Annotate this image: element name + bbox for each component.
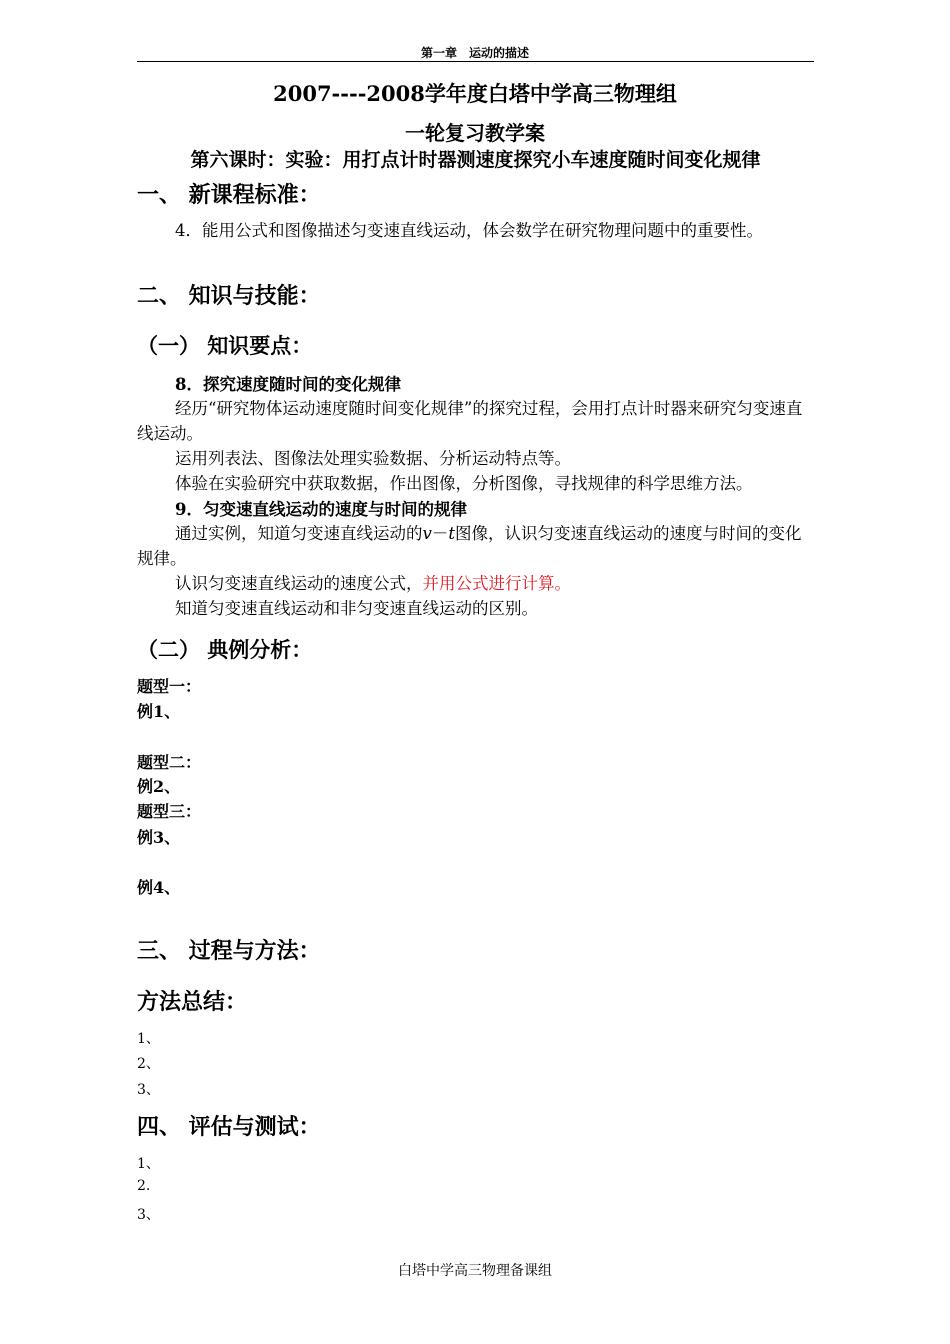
- velocity-symbol: v: [422, 524, 432, 543]
- item-9-title: 9．匀变速直线运动的速度与时间的规律: [175, 500, 467, 519]
- section-heading-assessment: 四、 评估与测试：: [137, 1114, 321, 1140]
- question-type-1: 题型一：: [137, 677, 202, 696]
- item-9-p1-start: 通过实例，知道匀变速直线运动的: [175, 524, 423, 543]
- document-subtitle: 一轮复习教学案: [405, 121, 545, 145]
- assessment-item-3: 3、: [137, 1207, 160, 1223]
- item-9-p2-start: 认识匀变速直线运动的速度公式，: [175, 574, 423, 593]
- example-1: 例1、: [137, 702, 181, 721]
- item-9-paragraph-2: [137, 571, 814, 596]
- subsection-heading-examples: （二） 典例分析：: [137, 637, 313, 662]
- summary-item-2: 2、: [137, 1056, 160, 1072]
- item-8-paragraph-1: 经历“研究物体运动速度随时间变化规律”的探究过程，会用打点计时器来研究匀变速直线运动。: [137, 399, 803, 443]
- standards-paragraph: 4．能用公式和图像描述匀变速直线运动，体会数学在研究物理问题中的重要性。: [175, 221, 763, 240]
- example-4: 例4、: [137, 878, 181, 897]
- section-heading-process: 三、 过程与方法：: [137, 938, 321, 964]
- assessment-item-1: 1、: [137, 1156, 160, 1172]
- item-9-paragraph-1: [137, 521, 814, 571]
- summary-item-1: 1、: [137, 1031, 160, 1047]
- document-title: 2007----2008学年度白塔中学高三物理组: [273, 81, 677, 106]
- page-footer: 白塔中学高三物理备课组: [398, 1263, 552, 1279]
- section-heading-knowledge: 二、 知识与技能：: [137, 283, 321, 309]
- lesson-title: 第六课时：实验：用打点计时器测速度探究小车速度随时间变化规律: [190, 149, 761, 171]
- assessment-item-2: 2.: [137, 1178, 151, 1194]
- summary-item-3: 3、: [137, 1082, 160, 1098]
- item-8-title: 8．探究速度随时间的变化规律: [175, 375, 401, 394]
- item-8-paragraph-2: 运用列表法、图像法处理实验数据、分析运动特点等。: [175, 449, 571, 468]
- item-9-paragraph-3: 知道匀变速直线运动和非匀变速直线运动的区别。: [175, 599, 538, 618]
- header-divider: [137, 61, 814, 62]
- section-heading-standards: 一、 新课程标准：: [137, 182, 321, 208]
- time-symbol: t: [448, 524, 455, 543]
- page-header: 第一章 运动的描述: [420, 46, 529, 60]
- subsection-heading-key-points: （一） 知识要点：: [137, 333, 313, 358]
- item-9-p1-end: 图像，认识匀变速直线运动的速度与时间的变化规律。: [137, 524, 802, 568]
- example-3: 例3、: [137, 828, 181, 847]
- dash-symbol: －: [431, 524, 449, 543]
- highlighted-text: 并用公式进行计算。: [422, 574, 571, 593]
- question-type-2: 题型二：: [137, 753, 202, 772]
- example-2: 例2、: [137, 777, 181, 796]
- method-summary-heading: 方法总结：: [137, 989, 248, 1015]
- question-type-3: 题型三：: [137, 802, 202, 821]
- item-8-paragraph-3: 体验在实验研究中获取数据，作出图像，分析图像，寻找规律的科学思维方法。: [175, 474, 753, 493]
